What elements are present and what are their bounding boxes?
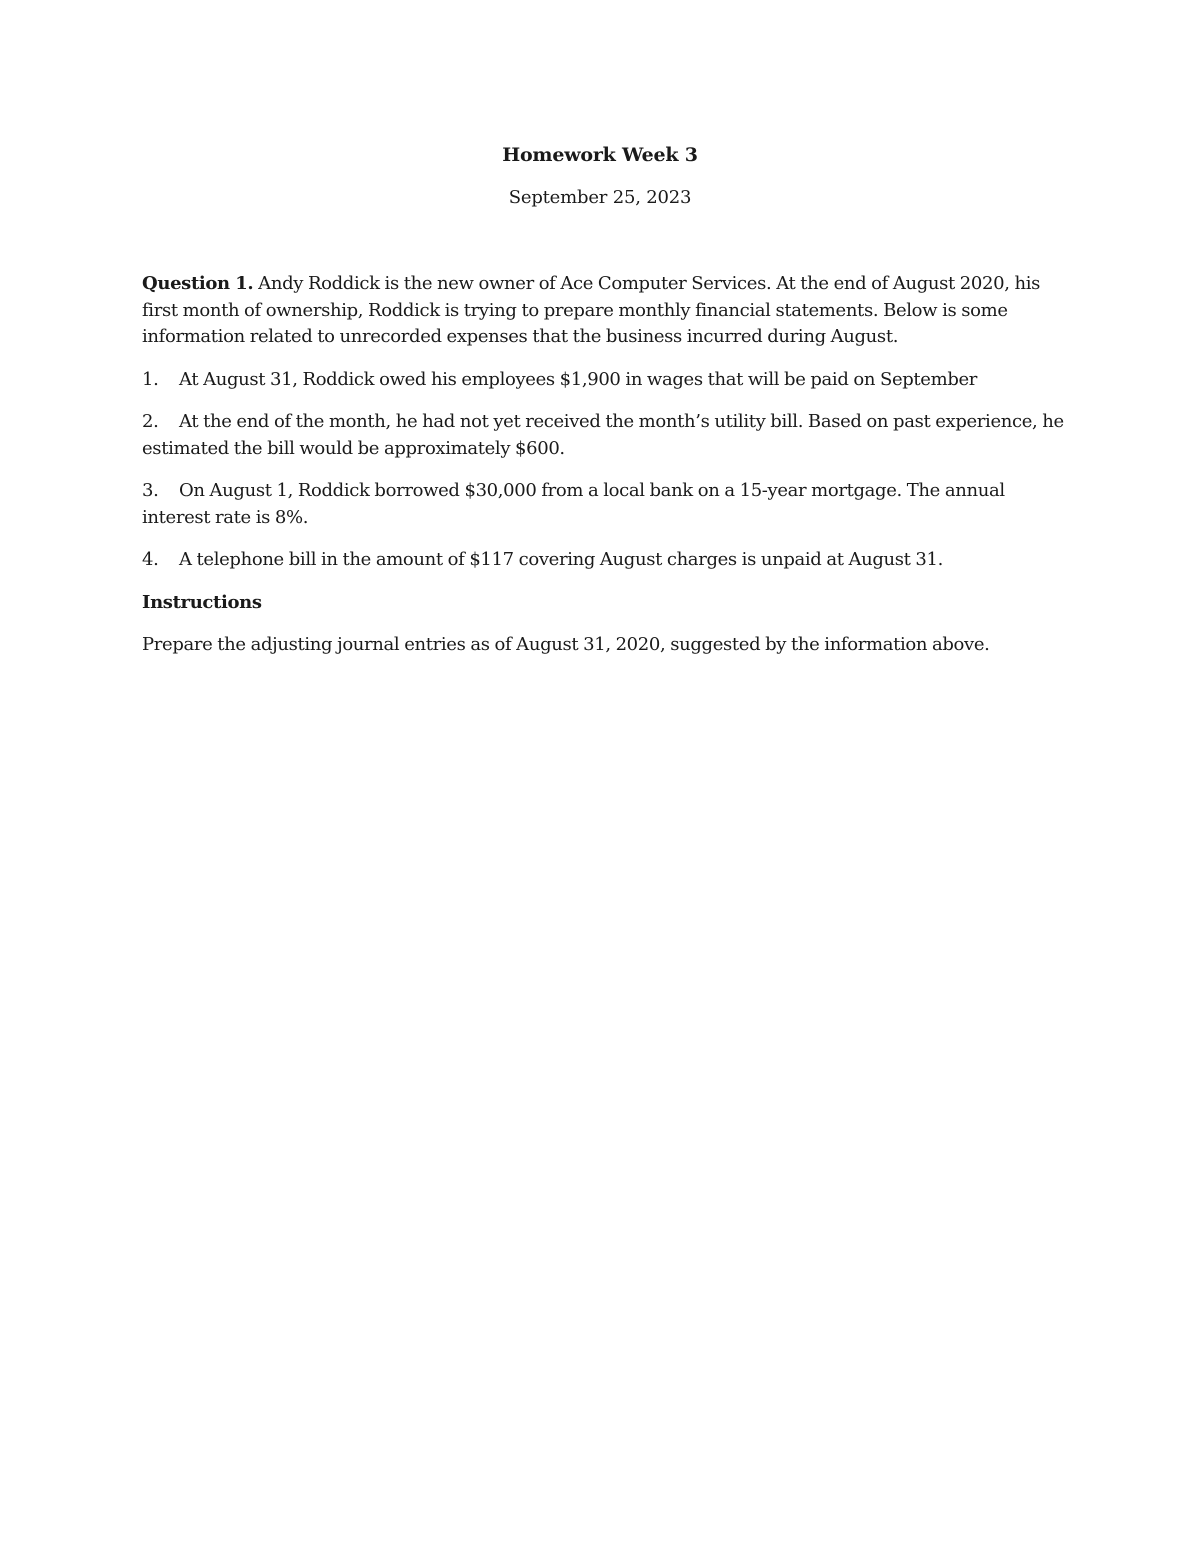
question-paragraph [142,271,1072,351]
list-item-text: A telephone bill in the amount of $117 covering August charges is unpaid at August 31. [179,549,943,570]
document-title: Homework Week 3 [502,144,698,166]
list-item-text: At August 31, Roddick owed his employees $1,900 in wages that will be paid on September [179,368,978,390]
list-item [142,409,1072,462]
list-item-number: 3. [142,480,159,501]
question-label: Question 1. [142,273,254,294]
instructions-text: Prepare the adjusting journal entries as of August 31, 2020, suggested by the information above. [142,634,990,655]
document-body [142,271,1072,675]
list-item [142,547,1072,574]
list-item-number: 4. [142,549,159,570]
list-item-number: 2. [142,411,159,432]
list-item [142,367,1072,394]
document-date: September 25, 2023 [508,187,692,208]
question-intro: Andy Roddick is the new owner of Ace Computer Services. At the end of August 2020, his first month of ownership, Roddick is trying to prepare monthly financial statements. Below is some information related to unrecorded expenses that the business incurred during August. [142,273,1040,347]
list-item-number: 1. [142,368,159,390]
list-item [142,478,1072,531]
list-item-text: At the end of the month, he had not yet received the month’s utility bill. Based on past experience, he estimated the bill would be approximately $600. [142,411,1064,459]
instructions-heading: Instructions [142,591,262,613]
list-item-text: On August 1, Roddick borrowed $30,000 from a local bank on a 15-year mortgage. The annual interest rate is 8%. [142,480,1005,528]
